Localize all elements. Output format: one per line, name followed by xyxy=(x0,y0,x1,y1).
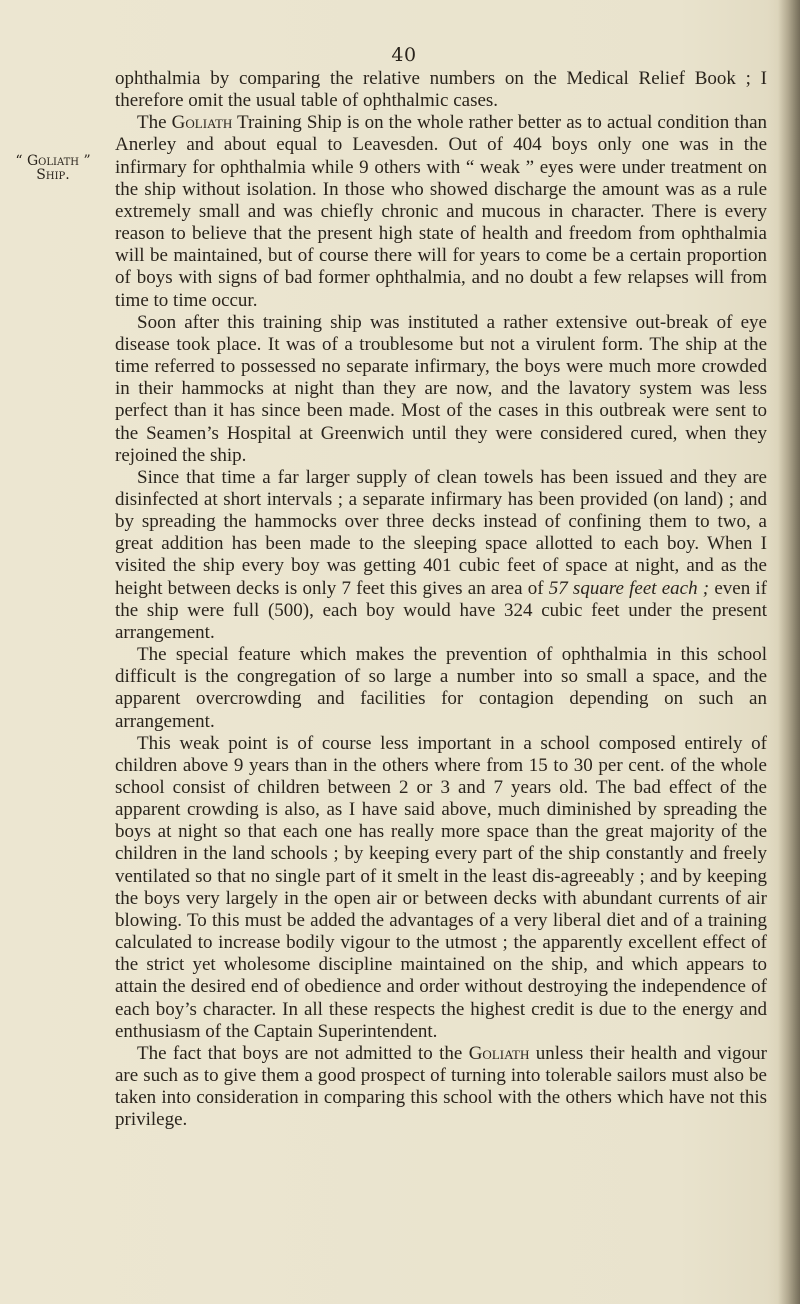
page-number: 40 xyxy=(391,44,417,66)
body-text xyxy=(115,68,767,1132)
paragraph-improvements xyxy=(115,467,767,644)
paragraph-improvements-pre: Since that time a far larger supply of clean towels has been issued and they are disinfected at short intervals ; a separate infirmary has been provided (on land) ; and by spreading the hammocks over three decks instead of confining them to two, a great addition has been made to the sleeping space allotted to each boy. When I visited the ship every boy was getting 401 cubic feet of space at night, and as the height between decks is only 7 feet this gives an area of xyxy=(115,466,767,599)
paragraph-improvements-post: even if the ship were full (500), each boy would have 324 cubic feet under the present arrangement. xyxy=(115,577,767,643)
paragraph-special-feature: The special feature which makes the prevention of ophthalmia in this school difficult is the congregation of so large a number into so small a space, and the apparent overcrowding and facilities for contagion depending on such an arrangement. xyxy=(115,644,767,732)
paragraph-admission-pre: The fact that boys are not admitted to the xyxy=(137,1042,469,1064)
paragraph-outbreak: Soon after this training ship was instituted a rather extensive out-break of eye disease took place. It was of a troublesome but not a virulent form. The ship at the time referred to possessed no separate infirmary, the boys were much more crowded in their hammocks at night than they are now, and the lavatory system was less perfect than it has since been made. Most of the cases in this outbreak were sent to the Seamen’s Hospital at Greenwich until they were considered cured, when they rejoined the ship. xyxy=(115,311,767,466)
paragraph-admission xyxy=(115,1043,767,1132)
ship-name-2: Goliath xyxy=(468,1042,530,1064)
paragraph-goliath xyxy=(115,112,767,311)
ship-name: Goliath xyxy=(171,112,233,134)
paragraph-weak-point: This weak point is of course less important in a school composed entirely of children above 9 years than in the others where from 15 to 30 per cent. of the whole school consist of children between 2 or 3 and 7 years old. The bad effect of the apparent crowding is also, as I have said above, much diminished by spreading the boys at night so that each one has really more space than the great majority of the children in the land schools ; by keeping every part of the ship constantly and freely ventilated so that no single part of it smelt in the least dis-agreeably ; and by keeping the boys very largely in the open air or between decks with abundant currents of air blowing. To this must be added the advantages of a very liberal diet and of a training calculated to increase bodily vigour to the utmost ; the apparently excellent effect of the strict yet wholesome discipline maintained on the ship, and which appears to attain the desired end of obedience and order without destroying the independence of each boy’s character. In all these respects the highest credit is due to the energy and enthusiasm of the Captain Superintendent. xyxy=(115,732,767,1042)
italic-area-phrase: 57 square feet each ; xyxy=(548,577,710,599)
paragraph-goliath-pre: The xyxy=(137,112,172,134)
margin-note-line-1: “ Goliath ” xyxy=(15,153,91,169)
page-edge-shadow xyxy=(778,0,800,1304)
paragraph-admission-post: unless their health and vigour are such as to give them a good prospect of turning into tolerable sailors must also be taken into consideration in comparing this school with the others which have not this privilege. xyxy=(115,1042,768,1131)
paragraph-goliath-post: Training Ship is on the whole rather better as to actual condition than Anerley and about equal to Leavesden. Out of 404 boys only one was in the infirmary for ophthalmia while 9 others with “ weak ” eyes were under treatment on the ship without isolation. In those who showed discharge the amount was as a rule extremely small and was chiefly chronic and mucous in character. There is every reason to believe that the present high state of health and freedom from ophthalmia will be maintained, but of course there will for years to come be a certain proportion of boys with signs of bad former ophthalmia, and no doubt a few relapses will from time to time occur. xyxy=(115,112,767,311)
margin-note-line-2: Ship. xyxy=(36,167,70,183)
margin-note xyxy=(8,154,98,182)
paragraph-continued: ophthalmia by comparing the relative numbers on the Medical Relief Book ; I therefore omit the usual table of ophthalmic cases. xyxy=(115,68,767,112)
